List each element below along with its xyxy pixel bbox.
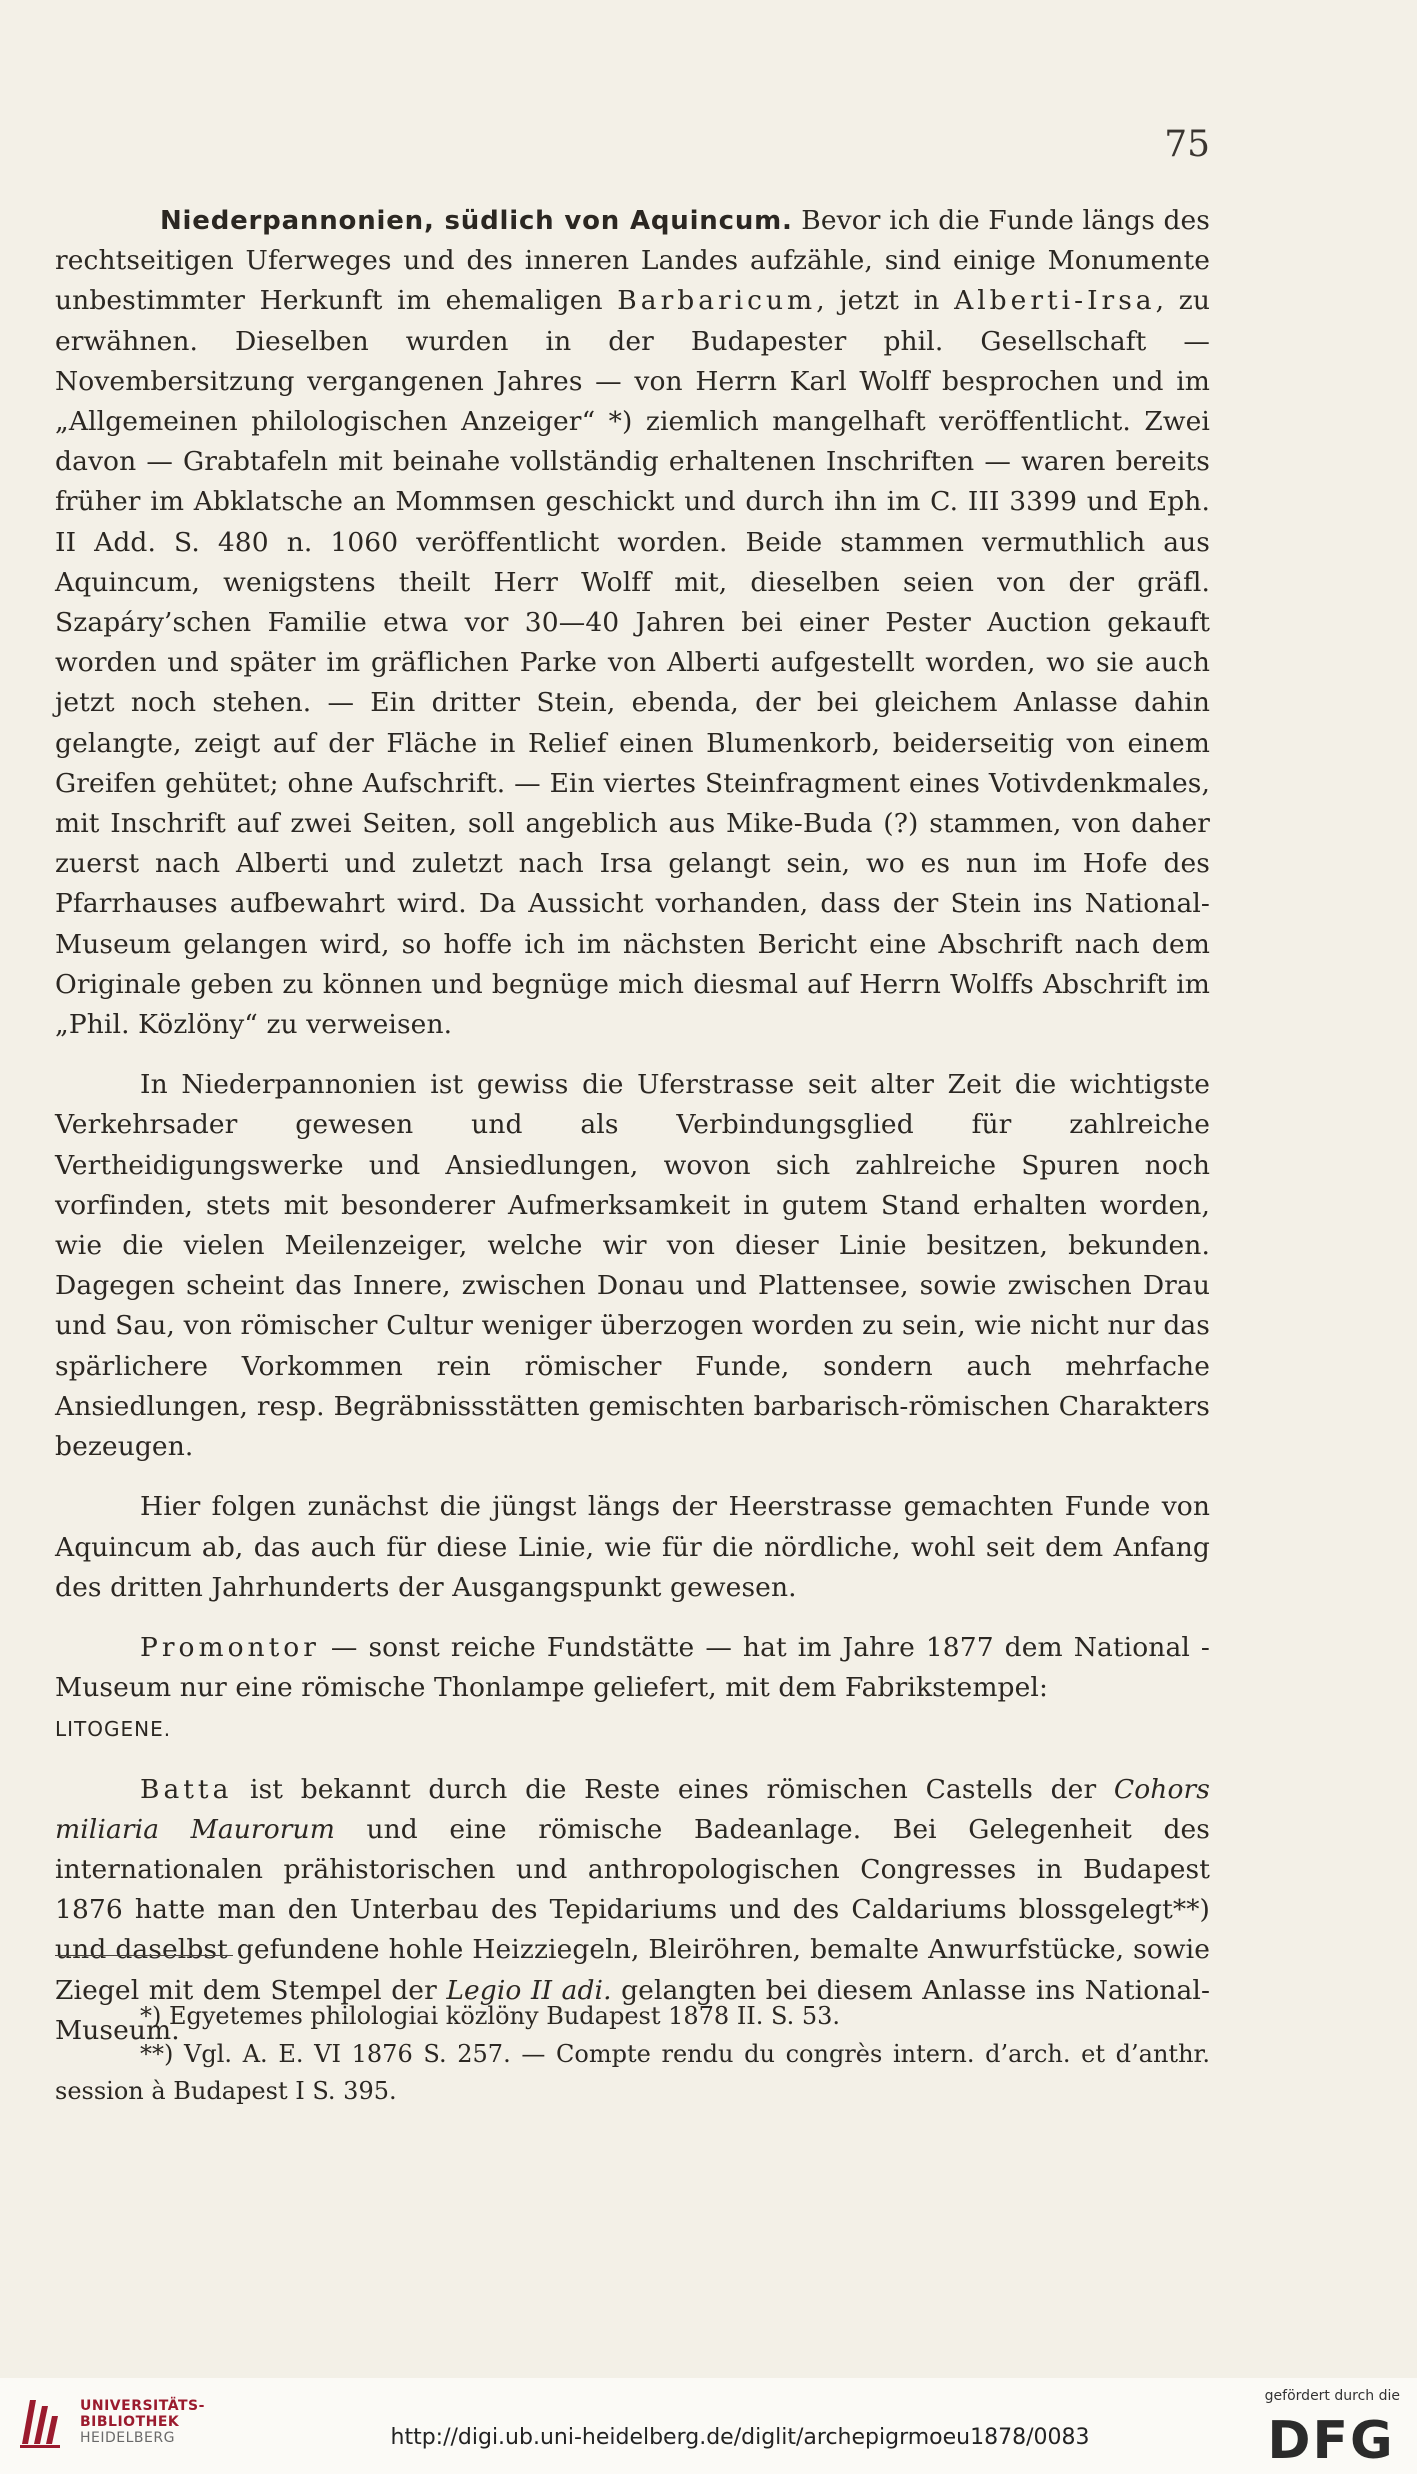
cohors-name: Cohors miliaria Maurorum <box>55 1773 1210 1845</box>
library-name-line: HEIDELBERG <box>80 2430 175 2446</box>
funder-label: gefördert durch die <box>1264 2388 1400 2404</box>
footnote-1: *) Egyetemes philologiai közlöny Budapest 1878 II. S. 53. <box>140 2002 841 2030</box>
library-name <box>80 2398 205 2446</box>
library-logo-icon <box>16 2392 66 2452</box>
footnotes <box>55 1998 1210 2111</box>
library-name-line: UNIVERSITÄTS- <box>80 2398 205 2414</box>
text-run: — sonst reiche Fundstätte — hat im Jahre 1877 dem National - Museum nur eine römische Thonlampe geliefert, mit dem Fabrikstempel: <box>55 1631 1210 1704</box>
footnote-2: **) Vgl. A. E. VI 1876 S. 257. — Compte rendu du congrès intern. d’arch. et d’anthr. session à Budapest I S. 395. <box>55 2039 1210 2105</box>
paragraph-niederpannonien <box>55 201 1210 1045</box>
stamp-litogene: LITOGENE. <box>55 1717 172 1742</box>
text-run: gelangten bei diesem Anlasse ins National-Museum. <box>55 1974 1210 2046</box>
footnote-separator <box>55 1955 233 1956</box>
text-run: , zu erwähnen. Dieselben wurden in der Budapester phil. Gesellschaft — Novembersitzung vergangenen Jahres — von Herrn Karl Wolff besprochen und im „Allgemeinen philologischen Anzeiger“ *) ziemlich mangelhaft veröffentlicht. Zwei davon — Grabtafeln mit beinahe vollständig erhaltenen Inschriften — waren bereits früher im Abklatsche an Mommsen geschickt und durch ihn im C. III 3399 und Eph. II Add. S. 480 n. 1060 veröffentlicht worden. Beide stammen vermuthlich aus Aquincum, wenigstens theilt Herr Wolff mit, dieselben seien von der gräfl. Szapáry’schen Familie etwa vor 30—40 Jahren bei einer Pester Auction gekauft worden und später im gräflichen Parke von Alberti aufgestellt worden, wo sie auch jetzt noch stehen. — Ein dritter Stein, ebenda, der bei gleichem Anlasse dahin gelangte, zeigt auf der Fläche in Relief einen Blumenkorb, beiderseitig von einem Greifen gehütet; ohne Aufschrift. — Ein viertes Steinfragment eines Votivdenkmales, mit Inschrift auf zwei Seiten, soll angeblich aus Mike-Buda (?) stammen, von daher zuerst nach Alberti und zuletzt nach Irsa gelangt sein, wo es nun im Hofe des Pfarrhauses aufbewahrt wird. Da Aussicht vorhanden, dass der Stein ins National-Museum gelangen wird, so hoffe ich im nächsten Bericht eine Abschrift nach dem Originale geben zu können und begnüge mich diesmal auf Herrn Wolffs Abschrift im „Phil. Közlöny“ zu verweisen. <box>55 285 1211 1041</box>
paragraph-promontor <box>55 1628 1210 1708</box>
place-alberti-irsa: Alberti-Irsa <box>954 285 1156 317</box>
place-batta: Batta <box>140 1773 233 1805</box>
text-run: Bevor ich die Funde längs des rechtseitigen Uferweges und des inneren Landes aufzähle, sind einige Monumente unbestimmter Herkunft im ehemaligen <box>55 205 1210 317</box>
stamp-inscription-line <box>55 1708 1210 1749</box>
permalink-url[interactable]: http://digi.ub.uni-heidelberg.de/diglit/archepigrmoeu1878/0083 <box>390 2425 1090 2450</box>
text-run: ist bekannt durch die Reste eines römischen Castells der <box>232 1773 1114 1805</box>
text-run: , jetzt in <box>816 285 955 317</box>
place-barbaricum: Barbaricum <box>617 285 817 317</box>
article-body <box>55 201 1210 2051</box>
dfg-logo-text: DFG <box>1267 2411 1395 2466</box>
section-heading: Niederpannonien, südlich von Aquincum. <box>160 206 793 236</box>
place-promontor: Promontor <box>140 1631 320 1663</box>
dfg-logo-icon <box>1262 2410 1400 2466</box>
page-number: 75 <box>1164 124 1210 165</box>
legio-name: Legio II adi. <box>446 1974 612 2006</box>
paragraph-uferstrasse: In Niederpannonien ist gewiss die Uferstrasse seit alter Zeit die wichtigste Verkehrsader gewesen und als Verbindungsglied für zahlreiche Vertheidigungswerke und Ansiedlungen, wovon sich zahlreiche Spuren noch vorfinden, stets mit besonderer Aufmerksamkeit in gutem Stand erhalten worden, wie die vielen Meilenzeiger, welche wir von dieser Linie besitzen, bekunden. Dagegen scheint das Innere, zwischen Donau und Plattensee, sowie zwischen Drau und Sau, von römischer Cultur weniger überzogen worden zu sein, wie nicht nur das spärlichere Vorkommen rein römischer Funde, sondern auch mehrfache Ansiedlungen, resp. Begräbnissstätten gemischten barbarisch-römischen Charakters bezeugen. <box>55 1069 1210 1463</box>
library-name-line: BIBLIOTHEK <box>80 2414 180 2430</box>
text-run: und eine römische Badeanlage. Bei Gelegenheit des internationalen prähistorischen und anthropologischen Congresses in Budapest 1876 hatte man den Unterbau des Tepidariums und des Caldariums blossgelegt**) und daselbst gefundene hohle Heizziegeln, Bleiröhren, bemalte Anwurfstücke, sowie Ziegel mit dem Stempel der <box>55 1813 1210 2006</box>
paragraph-heerstrasse: Hier folgen zunächst die jüngst längs der Heerstrasse gemachten Funde von Aquincum ab, das auch für diese Linie, wie für die nördliche, wohl seit dem Anfang des dritten Jahrhunderts der Ausgangspunkt gewesen. <box>55 1491 1210 1603</box>
